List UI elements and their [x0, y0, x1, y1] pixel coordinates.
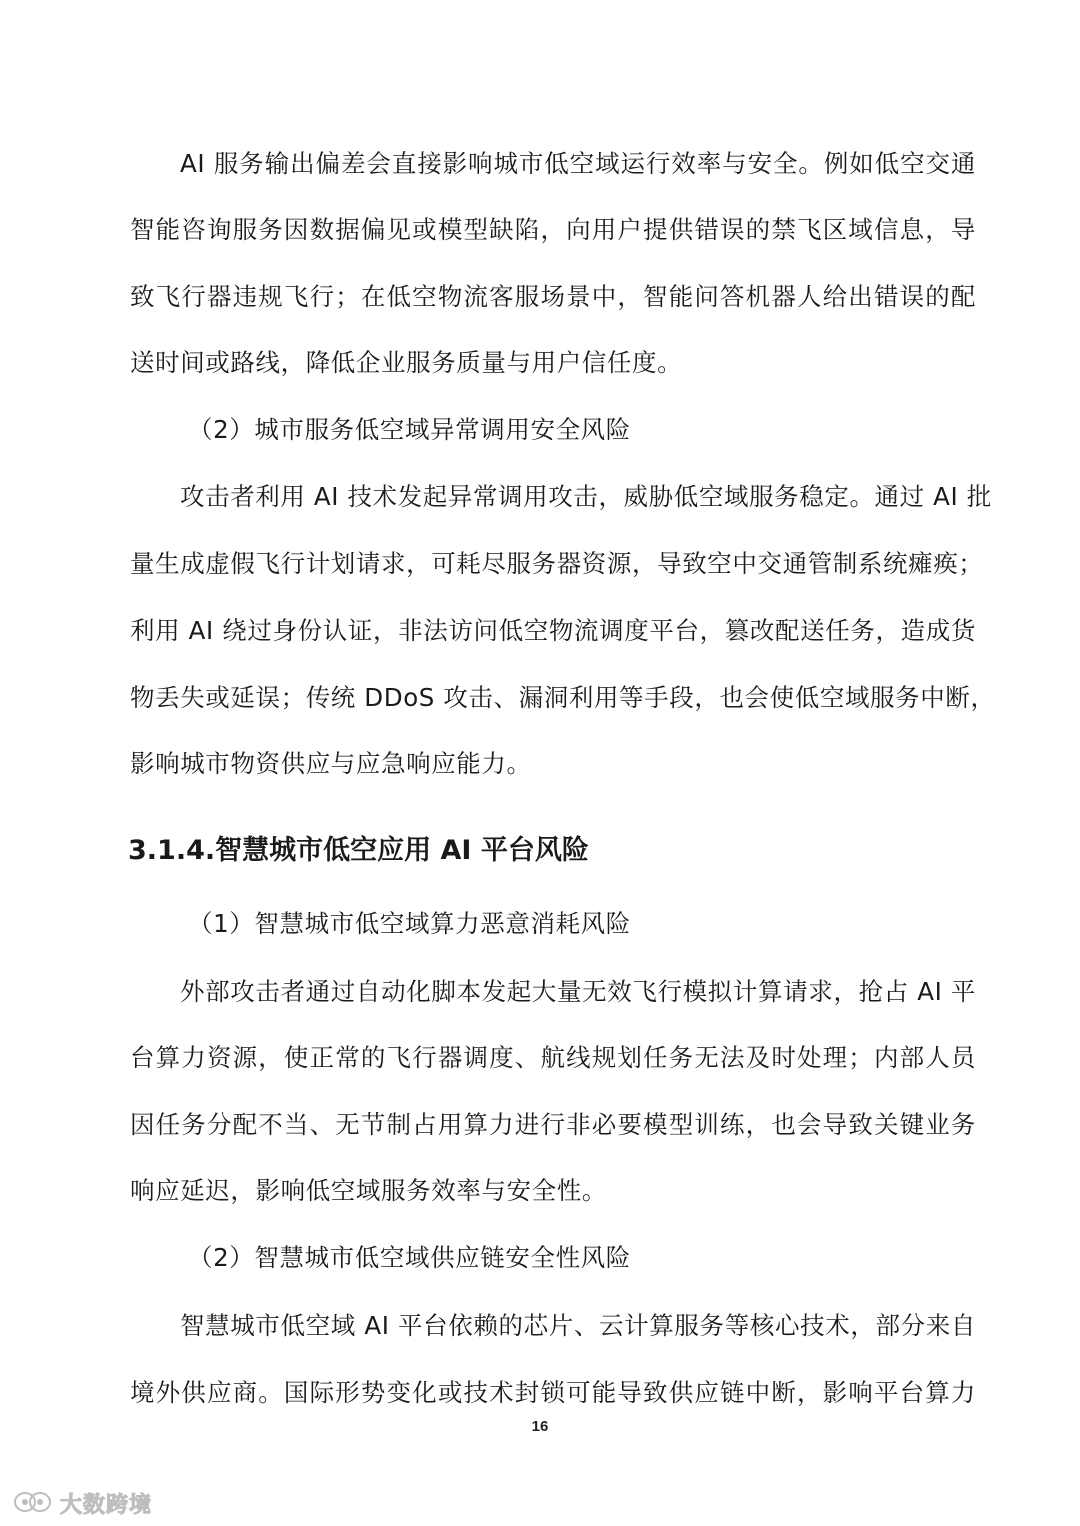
- paragraph-line: 量生成虚假飞行计划请求，可耗尽服务器资源，导致空中交通管制系统瘫痪；: [130, 549, 984, 578]
- watermark-text: 大数跨境: [60, 1493, 153, 1518]
- watermark: [12, 1488, 152, 1519]
- paragraph-line: 外部攻击者通过自动化脚本发起大量无效飞行模拟计算请求，抢占 AI 平: [180, 977, 976, 1006]
- paragraph-line: AI 服务输出偏差会直接影响城市低空域运行效率与安全。例如低空交通: [180, 149, 976, 178]
- paragraph-line: 因任务分配不当、无节制占用算力进行非必要模型训练，也会导致关键业务: [130, 1110, 976, 1139]
- paragraph-line: 智能咨询服务因数据偏见或模型缺陷，向用户提供错误的禁飞区域信息，导: [130, 215, 976, 244]
- paragraph-line: 响应延迟，影响低空域服务效率与安全性。: [130, 1176, 607, 1205]
- paragraph-line: 智慧城市低空域 AI 平台依赖的芯片、云计算服务等核心技术，部分来自: [180, 1311, 976, 1340]
- paragraph-line: 致飞行器违规飞行；在低空物流客服场景中，智能问答机器人给出错误的配: [130, 282, 976, 311]
- subsection-heading: （1）智慧城市低空域算力恶意消耗风险: [188, 909, 631, 938]
- page-number: 16: [531, 1418, 549, 1435]
- paragraph-line: 送时间或路线，降低企业服务质量与用户信任度。: [130, 348, 683, 377]
- paragraph-line: 境外供应商。国际形势变化或技术封锁可能导致供应链中断，影响平台算力: [130, 1378, 976, 1407]
- subsection-heading: （2）城市服务低空域异常调用安全风险: [188, 415, 631, 444]
- section-heading: 3.1.4.智慧城市低空应用 AI 平台风险: [128, 835, 589, 866]
- brand-logo-icon: [12, 1489, 54, 1519]
- paragraph-line: 攻击者利用 AI 技术发起异常调用攻击，威胁低空域服务稳定。通过 AI 批: [180, 482, 992, 511]
- paragraph-line: 台算力资源，使正常的飞行器调度、航线规划任务无法及时处理；内部人员: [130, 1043, 976, 1072]
- paragraph-line: 物丢失或延误；传统 DDoS 攻击、漏洞利用等手段，也会使低空域服务中断，: [130, 683, 996, 712]
- paragraph-line: 影响城市物资供应与应急响应能力。: [130, 749, 532, 778]
- paragraph-line: 利用 AI 绕过身份认证，非法访问低空物流调度平台，篡改配送任务，造成货: [130, 616, 976, 645]
- subsection-heading: （2）智慧城市低空域供应链安全性风险: [188, 1243, 631, 1272]
